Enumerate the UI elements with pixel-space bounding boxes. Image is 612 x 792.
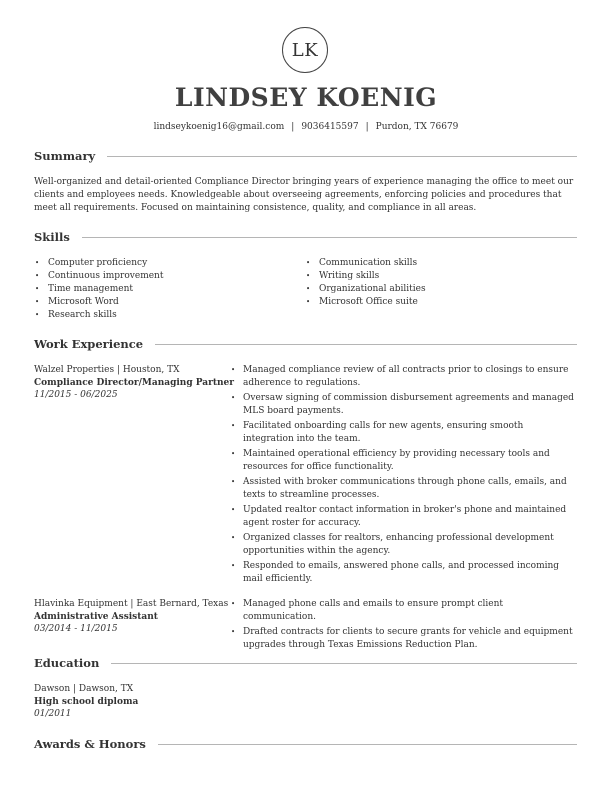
job-bullet: • Responded to emails, answered phone calls, and processed incoming mail efficiently. [230,560,576,585]
job-bullet: • Maintained operational efficiency by providing necessary tools and resources for office functionality. [230,448,576,473]
candidate-name: LINDSEY KOENIG [174,83,438,112]
summary-text: Well-organized and detail-oriented Compliance Director bringing years of experience managing the office to meet our clients and employees needs. Knowledgeable about overseeing agreements, enforcing policies and procedures that meet all requirements. Focused on maintaining consistence, quality, and compliance in all areas. [34,177,574,213]
section-divider [111,663,577,664]
degree-name: High school diploma [34,696,139,707]
section-title: Skills [34,230,70,244]
job-bullet: • Drafted contracts for clients to secure grants for vehicle and equipment upgrades through Texas Emissions Reduction Plan. [230,626,576,651]
monogram-badge: LK [282,27,328,73]
job-bullets-2 [230,598,576,654]
skills-section-header [34,229,577,245]
section-title: Awards & Honors [34,737,146,751]
skill-item: • Microsoft Word [34,296,163,309]
job-dates: 03/2014 - 11/2015 [34,624,118,634]
job-bullets-1 [230,364,576,588]
section-title: Summary [34,149,96,163]
education-entry [34,683,234,721]
job-bullet: • Managed phone calls and emails to ensure prompt client communication. [230,598,576,623]
job-title: Administrative Assistant [34,611,158,622]
job-bullet: • Assisted with broker communications through phone calls, emails, and texts to streamline processes. [230,476,576,501]
job-bullet: • Oversaw signing of commission disbursement agreements and managed MLS board payments. [230,392,576,417]
school-name: Dawson | Dawson, TX [34,684,134,694]
section-divider [107,156,577,157]
section-divider [158,744,577,745]
section-divider [82,237,577,238]
job-bullet: • Facilitated onboarding calls for new agents, ensuring smooth integration into the team. [230,420,576,445]
awards-section-header [34,736,577,752]
job-title: Compliance Director/Managing Partner [34,377,235,388]
job-dates: 11/2015 - 06/2025 [34,390,118,400]
skill-item: • Writing skills [305,270,426,283]
location-text: Purdon, TX 76679 [375,122,459,132]
skills-list-right [305,257,426,309]
section-title: Work Experience [34,337,144,351]
education-date: 01/2011 [34,709,72,719]
job-bullet: • Managed compliance review of all contracts prior to closings to ensure adherence to regulations. [230,364,576,389]
skill-item: • Continuous improvement [34,270,163,283]
contact-line [0,122,612,132]
skill-item: • Organizational abilities [305,283,426,296]
job-meta-1 [34,364,234,402]
separator: | [291,122,295,132]
skills-list-left [34,257,163,322]
skill-item: • Computer proficiency [34,257,163,270]
skill-item: • Communication skills [305,257,426,270]
section-title: Education [34,656,100,670]
job-bullet: • Updated realtor contact information in broker's phone and maintained agent roster for accuracy. [230,504,576,529]
job-company: Hlavinka Equipment | East Bernard, Texas [34,599,229,609]
skill-item: • Time management [34,283,163,296]
section-divider [155,344,577,345]
skill-item: • Microsoft Office suite [305,296,426,309]
job-meta-2 [34,598,234,636]
email-text[interactable]: lindseykoenig16@gmail.com [153,122,285,132]
work-section-header [34,336,577,352]
phone-text: 9036415597 [301,122,359,132]
education-section-header [34,655,577,671]
summary-section-header [34,148,577,164]
job-bullet: • Organized classes for realtors, enhancing professional development opportunities within the agency. [230,532,576,557]
separator: | [365,122,369,132]
job-company: Walzel Properties | Houston, TX [34,365,180,375]
skill-item: • Research skills [34,309,163,322]
